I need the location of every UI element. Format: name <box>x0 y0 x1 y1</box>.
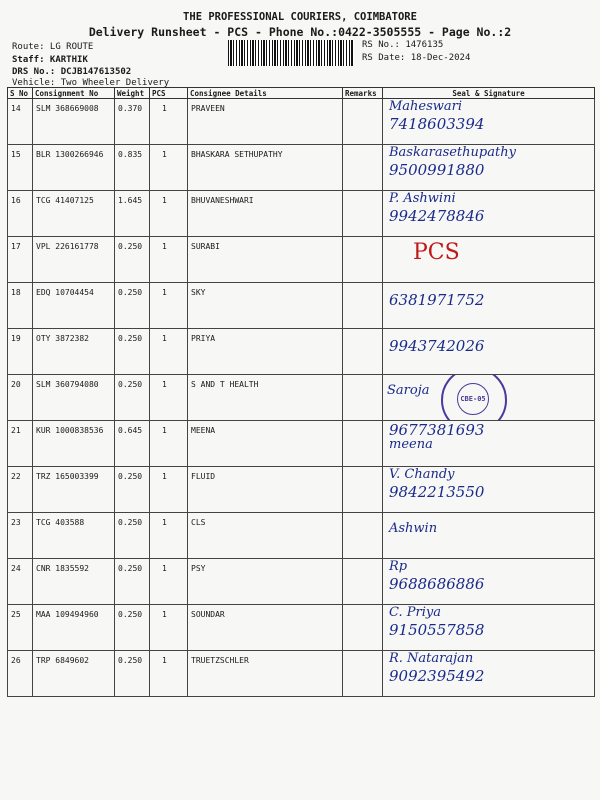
col-remarks: Remarks <box>343 88 383 99</box>
table-row <box>8 283 595 329</box>
cell-weight: 0.250 <box>115 329 150 375</box>
cell-remarks <box>343 559 383 605</box>
cell-sno: 21 <box>8 421 33 467</box>
cell-pcs: 1 <box>150 283 188 329</box>
cell-pcs: 1 <box>150 513 188 559</box>
signature-name: Ashwin <box>389 521 438 536</box>
cell-weight: 0.250 <box>115 375 150 421</box>
cell-consignee: S AND T HEALTH <box>188 375 343 421</box>
cell-remarks <box>343 191 383 237</box>
cell-sno: 22 <box>8 467 33 513</box>
cell-consignment: TRP 6849602 <box>33 651 115 697</box>
cell-remarks <box>343 605 383 651</box>
route-label: Route: LG ROUTE <box>12 42 94 52</box>
signature-phone: 9500991880 <box>389 161 485 179</box>
cell-sno: 26 <box>8 651 33 697</box>
cell-weight: 0.645 <box>115 421 150 467</box>
table-row <box>8 467 595 513</box>
signature-name: R. Natarajan <box>389 651 474 666</box>
cell-signature <box>383 375 595 421</box>
cell-consignment: MAA 109494960 <box>33 605 115 651</box>
cell-consignee: FLUID <box>188 467 343 513</box>
cell-remarks <box>343 375 383 421</box>
cell-signature <box>383 99 595 145</box>
cell-sno: 16 <box>8 191 33 237</box>
table-row <box>8 99 595 145</box>
cell-consignee: BHUVANESHWARI <box>188 191 343 237</box>
cell-consignee: BHASKARA SETHUPATHY <box>188 145 343 191</box>
table-row <box>8 421 595 467</box>
barcode <box>228 40 354 66</box>
cell-pcs: 1 <box>150 329 188 375</box>
cell-pcs: 1 <box>150 191 188 237</box>
table-row <box>8 513 595 559</box>
col-consignee: Consignee Details <box>188 88 343 99</box>
cell-signature <box>383 283 595 329</box>
drs-label: DRS No.: DCJB147613502 <box>12 67 132 77</box>
signature-phone: 9150557858 <box>389 621 485 639</box>
cell-consignee: PRIYA <box>188 329 343 375</box>
table-row <box>8 329 595 375</box>
signature-phone: 9942478846 <box>389 207 485 225</box>
cell-pcs: 1 <box>150 559 188 605</box>
cell-pcs: 1 <box>150 145 188 191</box>
cell-consignee: TRUETZSCHLER <box>188 651 343 697</box>
cell-consignment: BLR 1300266946 <box>33 145 115 191</box>
cell-weight: 1.645 <box>115 191 150 237</box>
signature-name: C. Priya <box>389 605 441 620</box>
cell-signature <box>383 329 595 375</box>
cell-weight: 0.835 <box>115 145 150 191</box>
cell-sno: 15 <box>8 145 33 191</box>
cell-weight: 0.370 <box>115 99 150 145</box>
cell-consignment: TCG 403588 <box>33 513 115 559</box>
cell-consignment: TCG 41407125 <box>33 191 115 237</box>
cell-signature <box>383 421 595 467</box>
cell-signature <box>383 237 595 283</box>
cell-signature <box>383 559 595 605</box>
signature-phone: 9842213550 <box>389 483 485 501</box>
cell-pcs: 1 <box>150 99 188 145</box>
staff-label: Staff: KARTHIK <box>12 55 88 65</box>
cell-signature <box>383 467 595 513</box>
cell-pcs: 1 <box>150 237 188 283</box>
cell-consignment: KUR 1000838536 <box>33 421 115 467</box>
cell-pcs: 1 <box>150 605 188 651</box>
cell-sno: 19 <box>8 329 33 375</box>
signature-name: 9943742026 <box>389 337 485 355</box>
cell-sno: 18 <box>8 283 33 329</box>
cell-remarks <box>343 99 383 145</box>
signature-phone: 7418603394 <box>389 115 485 133</box>
signature-name: V. Chandy <box>389 467 455 482</box>
cell-weight: 0.250 <box>115 237 150 283</box>
signature-name: Baskarasethupathy <box>389 145 516 160</box>
col-weight: Weight <box>115 88 150 99</box>
cell-sno: 25 <box>8 605 33 651</box>
cell-remarks <box>343 651 383 697</box>
cell-consignee: SOUNDAR <box>188 605 343 651</box>
cell-sno: 17 <box>8 237 33 283</box>
cell-pcs: 1 <box>150 421 188 467</box>
cell-consignee: SURABI <box>188 237 343 283</box>
table-row <box>8 145 595 191</box>
cell-weight: 0.250 <box>115 467 150 513</box>
table-row <box>8 651 595 697</box>
table-row <box>8 237 595 283</box>
runsheet-table <box>7 87 595 697</box>
cell-remarks <box>343 329 383 375</box>
col-signature: Seal & Signature <box>383 88 595 99</box>
cell-consignment: SLM 360794080 <box>33 375 115 421</box>
table-header-row <box>8 88 595 99</box>
cell-signature <box>383 513 595 559</box>
cell-remarks <box>343 145 383 191</box>
cell-weight: 0.250 <box>115 651 150 697</box>
cell-sno: 24 <box>8 559 33 605</box>
col-consignment: Consignment No <box>33 88 115 99</box>
runsheet-subtitle: Delivery Runsheet - PCS - Phone No.:0422-3505555 - Page No.:2 <box>88 25 512 39</box>
cell-consignee: SKY <box>188 283 343 329</box>
company-seal-stamp <box>441 375 507 421</box>
cell-signature <box>383 145 595 191</box>
cell-consignment: OTY 3872382 <box>33 329 115 375</box>
signature-name: 6381971752 <box>389 291 485 309</box>
rs-date: RS Date: 18-Dec-2024 <box>362 53 471 63</box>
cell-remarks <box>343 513 383 559</box>
seal-code: CBE-05 <box>457 383 489 415</box>
cell-weight: 0.250 <box>115 513 150 559</box>
cell-remarks <box>343 467 383 513</box>
cell-consignee: PSY <box>188 559 343 605</box>
signature-name: 9677381693 <box>389 421 485 439</box>
col-pcs: PCS <box>150 88 188 99</box>
cell-consignee: PRAVEEN <box>188 99 343 145</box>
cell-signature <box>383 651 595 697</box>
table-row <box>8 191 595 237</box>
cell-sno: 23 <box>8 513 33 559</box>
signature-phone: 9092395492 <box>389 667 485 685</box>
table-row <box>8 559 595 605</box>
cell-pcs: 1 <box>150 375 188 421</box>
cell-consignee: CLS <box>188 513 343 559</box>
cell-consignment: CNR 1835592 <box>33 559 115 605</box>
cell-consignment: SLM 368669008 <box>33 99 115 145</box>
cell-remarks <box>343 421 383 467</box>
signature-name: Rp <box>389 559 408 574</box>
cell-pcs: 1 <box>150 467 188 513</box>
vehicle-label: Vehicle: Two Wheeler Delivery <box>12 78 170 88</box>
rs-number: RS No.: 1476135 <box>362 40 444 50</box>
cell-consignee: MEENA <box>188 421 343 467</box>
cell-consignment: TRZ 165003399 <box>33 467 115 513</box>
signature-phone: meena <box>389 437 433 452</box>
cell-consignment: EDQ 10704454 <box>33 283 115 329</box>
cell-weight: 0.250 <box>115 283 150 329</box>
table-row <box>8 375 595 421</box>
company-title: THE PROFESSIONAL COURIERS, COIMBATORE <box>183 11 417 23</box>
col-sno: S No <box>8 88 33 99</box>
cell-sno: 20 <box>8 375 33 421</box>
cell-weight: 0.250 <box>115 559 150 605</box>
cell-sno: 14 <box>8 99 33 145</box>
cell-pcs: 1 <box>150 651 188 697</box>
signature-name: Maheswari <box>389 99 463 114</box>
signature-name: Saroja <box>387 383 430 398</box>
cell-consignment: VPL 226161778 <box>33 237 115 283</box>
signature-name: P. Ashwini <box>389 191 456 206</box>
table-row <box>8 605 595 651</box>
cell-signature <box>383 605 595 651</box>
cell-remarks <box>343 237 383 283</box>
signature-phone: 9688686886 <box>389 575 485 593</box>
cell-weight: 0.250 <box>115 605 150 651</box>
pcs-red-mark: PCS <box>413 240 460 265</box>
cell-remarks <box>343 283 383 329</box>
cell-signature <box>383 191 595 237</box>
